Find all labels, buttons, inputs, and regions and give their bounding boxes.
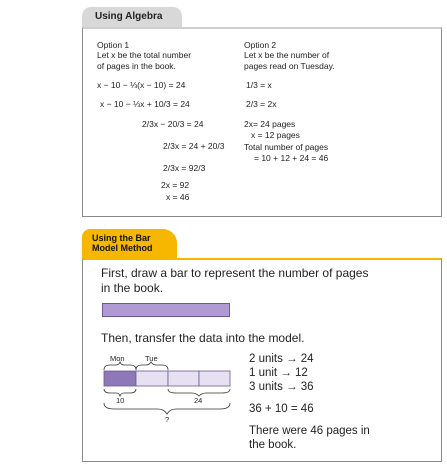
bar-model-transfer-text: Then, transfer the data into the model. [101,331,305,345]
mon-brace [104,362,136,370]
option1-equation-7: x = 46 [166,192,190,202]
label-twenty-four: 24 [194,396,203,405]
option1-desc-line1: Let x be the total number [97,50,192,60]
answer-line2: the book. [249,439,297,451]
calc-total: 36 + 10 = 46 [249,403,314,415]
option1-title: Option 1 [97,40,130,50]
option2-equation-6: = 10 + 12 + 24 = 46 [254,153,329,163]
bar-model-intro-line1: First, draw a bar to represent the number of pages [101,266,369,280]
option1-equation-5: 2/3x = 92/3 [163,163,206,173]
option1-equation-2: x − 10 − ⅓x + 10/3 = 24 [100,99,190,109]
label-question: ? [165,415,170,424]
rest-segment-1 [168,371,199,386]
tue-segment [136,371,168,386]
label-ten: 10 [116,396,125,405]
option2-desc-line2: pages read on Tuesday. [244,61,335,71]
option1-equation-6: 2x = 92 [161,180,190,190]
option1-equation-4: 2/3x = 24 + 20/3 [163,141,225,151]
mon-segment [104,371,136,386]
option2-equation-1: 1/3 = x [246,80,272,90]
ten-brace [104,389,136,396]
option1-equation-3: 2/3x − 20/3 = 24 [142,119,204,129]
label-mon: Mon [110,354,125,363]
option1-desc-line2: of pages in the book. [97,61,176,71]
option2-equation-4: x = 12 pages [251,130,300,140]
calc-two-units: 2 units → 24 [249,353,314,365]
option2-title: Option 2 [244,40,277,50]
bar-model-intro-line2: in the book. [101,281,164,295]
option1-equation-1: x − 10 − ⅓(x − 10) = 24 [97,80,186,90]
bar-model-tab-label-line2: Model Method [92,243,153,253]
option2-desc-line1: Let x be the number of [244,50,330,60]
option2-equation-2: 2/3 = 2x [246,99,277,109]
answer-line1: There were 46 pages in [249,425,370,437]
calc-one-unit: 1 unit → 12 [249,367,308,379]
algebra-tab-label: Using Algebra [95,11,163,22]
tue-brace [136,362,168,370]
rest-segment-2 [199,371,230,386]
option2-equation-5: Total number of pages [244,142,329,152]
calc-three-units: 3 units → 36 [249,381,314,393]
option2-equation-3: 2x= 24 pages [244,119,296,129]
label-tue: Tue [145,354,158,363]
bar-model-tab-label-line1: Using the Bar [92,233,151,243]
twenty-four-brace [168,389,230,396]
